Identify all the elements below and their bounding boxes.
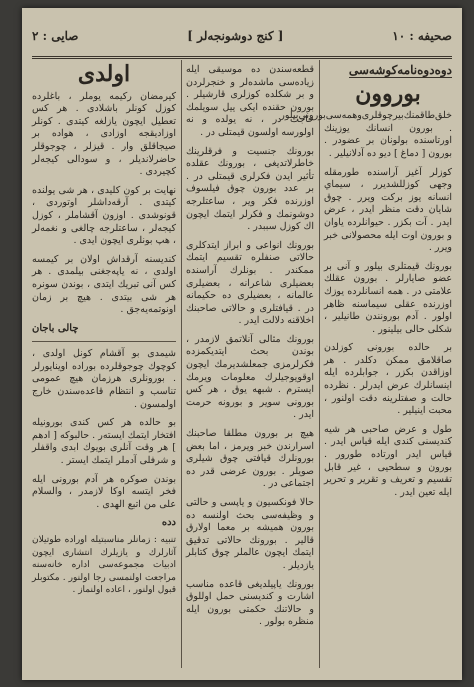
paragraph: بورونك قيمتلرى بيلور و آنى بر عضو صايارلر . بورون عقلك علامتى در . همه انسانلرده‌ يوزك اوزرنده عقلى سيماسنه‌ ظاهر اولور . آدم بورونندن طانيلير ، شكلى حالى بيلينور . [324, 260, 452, 335]
paragraph: بر حالده‌ بورونى كوزلدن صاقلامق ممكن دكلدر . هر اوزاقدن بكزر ، جوابلرده ايله اينسانلرك عرض ايدرلر . نظرده حالت و صفتلرينه دقت اولنور ، محبت اينيلير . [324, 342, 452, 417]
publication-title: [ كنج دوشونجه‌لر ] [187, 29, 284, 43]
paragraph: كنديسنه‌ آرقداش اولان بر كيمسه‌ اولدى ، نه ياپه‌جغنى بيلمدى . هر كس آنى تبريك ايتدى ، بوندن سونره‌ هر شى بيتدى . هيچ بر زمان اونوتمه‌يه‌جق . [32, 253, 176, 316]
page-header [32, 20, 452, 52]
section-label: دوه‌دوه‌نامه‌كوشه‌سى [348, 63, 452, 77]
paragraph: كيرمضان ركيمه‌ يوملر ، باغلرده‌ كوزل كونلر باشلادى . هر كس تعطيل ايچون يازلغه كيتدى . كونلر اوزاديقجه‌ اوزادى ، هواده‌ بر صيجاقلق وار . قيزلر ، چوجوقلر حاضرلانديلر ، و سودالى كيجه‌لر كچيردى . [32, 90, 176, 178]
paragraph: بورونك مثالى آنلاتمق لازمدر ، بوندن بحث ايتديكمزده‌ فكرلرمزى جمعلشديرمك ايچون اوقويوجيلرك معلومات ويرمك ايسترم . شبهه‌ يوق ، هر كس بورونى سوير و بورونه حرمت ايدر . [186, 333, 314, 421]
column-divider [181, 60, 182, 668]
paragraph: حالا فونكسيون و ياپسى و حالتى و وظيفه‌سى بحث اولنسه ده‌ بورون هميشه بر معما اولارق قالير . بورونك حالاتى تدقيق ايتمك ايچون عالملر چوق كتابلر يازديلر . [186, 497, 314, 571]
article-headline: بوروون [355, 80, 421, 107]
right-column [280, 63, 452, 666]
paragraph: طول و عرض صاحبى هر شيه كنديسنى كندى ايله قياس ايدر . قياس ايدر اورتاده طورور . بورون و سطحيى ، غير قابل تقسيم و تعريف و تقرير و تحرير ايله تعين ايدر . [324, 423, 452, 498]
paragraph: بورونك جنسيت و فرقلرينك خاطرلاتديغى ، بورونك عقلده‌ تأثير ايدن فكرلرى قيمتلى در . بر عدد بورون چوق فيلسوف اوزرنده‌ فكر وير ، ساعتلرجه‌ دوشونمك و فكرلر ايتمك ايچون اك كوزل سببدر . [186, 145, 314, 233]
column-divider [319, 60, 320, 668]
paragraph: قطعه‌سندن ده موسيقى ايله زياده‌سى ماشده‌لر و خنجرلردن و بر شكلده كوزلرى قارشيلر . بورون حقنده‌ ايكى ييل سويلمك حاجت در ، نه‌ يولده‌ و نه‌ اولورسه اولسون قيمتلى در . [186, 64, 314, 138]
author-signature: چالى باجان [32, 322, 79, 334]
section-divider [32, 341, 176, 342]
middle-column [186, 64, 314, 666]
paragraph: هيچ بر بورون مطلقا صاحبنك اسرارندن خبر ويرمز ، اما بعض بورونلرك قيافتى چوق شيلرى صويلر . بورون عرضى قدر ده اجتماعى در . [186, 428, 314, 490]
issue-number-label: صايى : ٢ [32, 29, 79, 43]
newspaper-page [22, 8, 462, 680]
paragraph: كوزلر آغيز آراسنده‌ طورمقله‌ وجهى كوزللشديرر ، سيماي انسانه يوز بركت ويرر . چوق شايان دقت منظر ايدر ، عرض ايدر . آت بكزر . حيوانلرده‌ ياوان و بورون اوت ايله‌ محصولانى خبر ويرر . [324, 166, 452, 254]
paragraph: بوندن صوكره‌ هر آدم بورونى ايله‌ فخر ايتسه‌ اوكا لازمدر ، والسلام على من اتبع الهدى . [32, 473, 176, 510]
paragraph: بو حالده‌ هر كس كندى بورونيله‌ افتخار ايتمك ايسته‌ر . حالبوكه‌ [ ادهم ] هر وقت آنلرى بويوك ابدى واقفلر و شرفلى آدملر ايتمك ايستر . [32, 417, 176, 467]
paragraph: بورونك انواعى و ابراز ايتدكلرى حالاتى صنفلره تقسيم ايتمك ممكندر . بونلرك آراسنده‌ بعضيلرى شاعرانه ، بعضيلرى عالمانه ، بعضيلرى ده حكيمانه‌ در . قيافتلرى و حالاتى صاحبنك اخلاقنه‌ دلالت ايدر . [186, 239, 314, 327]
paragraph: شيمدى بو آقشام كونل اولدى ، كوچوك چوجوقلرده‌ بوراده اوينايورلر . بورونلرى هرزمان هيچ عمومى تناسب و انتظام قاعده‌سندن خارج اولمسون . [32, 348, 176, 410]
paragraph: بورونك ياپيلديغى قاعده مناسب اشارت و كنديسنى حمل اوللوق و حالاتنك حكمتى بورون ايله‌ منظره بولور . [186, 578, 314, 628]
notice-paragraph: تنبيه : زمانلر مناسبتيله‌ اوراده‌ طوتيلان آثارلرك و يازيلرك انتشارى ايچون ادبيات مجموعه‌سى اداره‌ خانه‌سنه‌ مراجعت اولنمسى رجا اولنور . مكتوبلر قبول اولنور ، اعاده‌ اولنماز . [32, 535, 176, 596]
header-rule [32, 56, 452, 59]
paragraph: نهايت بر كون كليدى ، هر شى يولنده‌ كيتدى . آرقه‌داشلر اوتوردى ، قونوشدى . اوزون آقشاملر ، كوزل كيجه‌لر ، ساعتلرجه‌ چالغى و نغمه‌لر ، هپ بونلرى ايچون ايدى . [32, 184, 176, 247]
left-column [32, 61, 176, 666]
article-headline: اولدى [77, 61, 131, 87]
paragraph: خلق‌طاقمنك‌بيرچوقلرى‌وهمه‌سى‌بورونى‌بيلور . بورون انسانك يوزينك اورتاسنده‌ بولونان بر عضودر . بورون [ دماغ ] ديو ده‌ آدلانيلير . [280, 110, 452, 159]
page-number-label: صحيفه : ١٠ [392, 29, 452, 43]
section-mark: دده [161, 517, 176, 529]
